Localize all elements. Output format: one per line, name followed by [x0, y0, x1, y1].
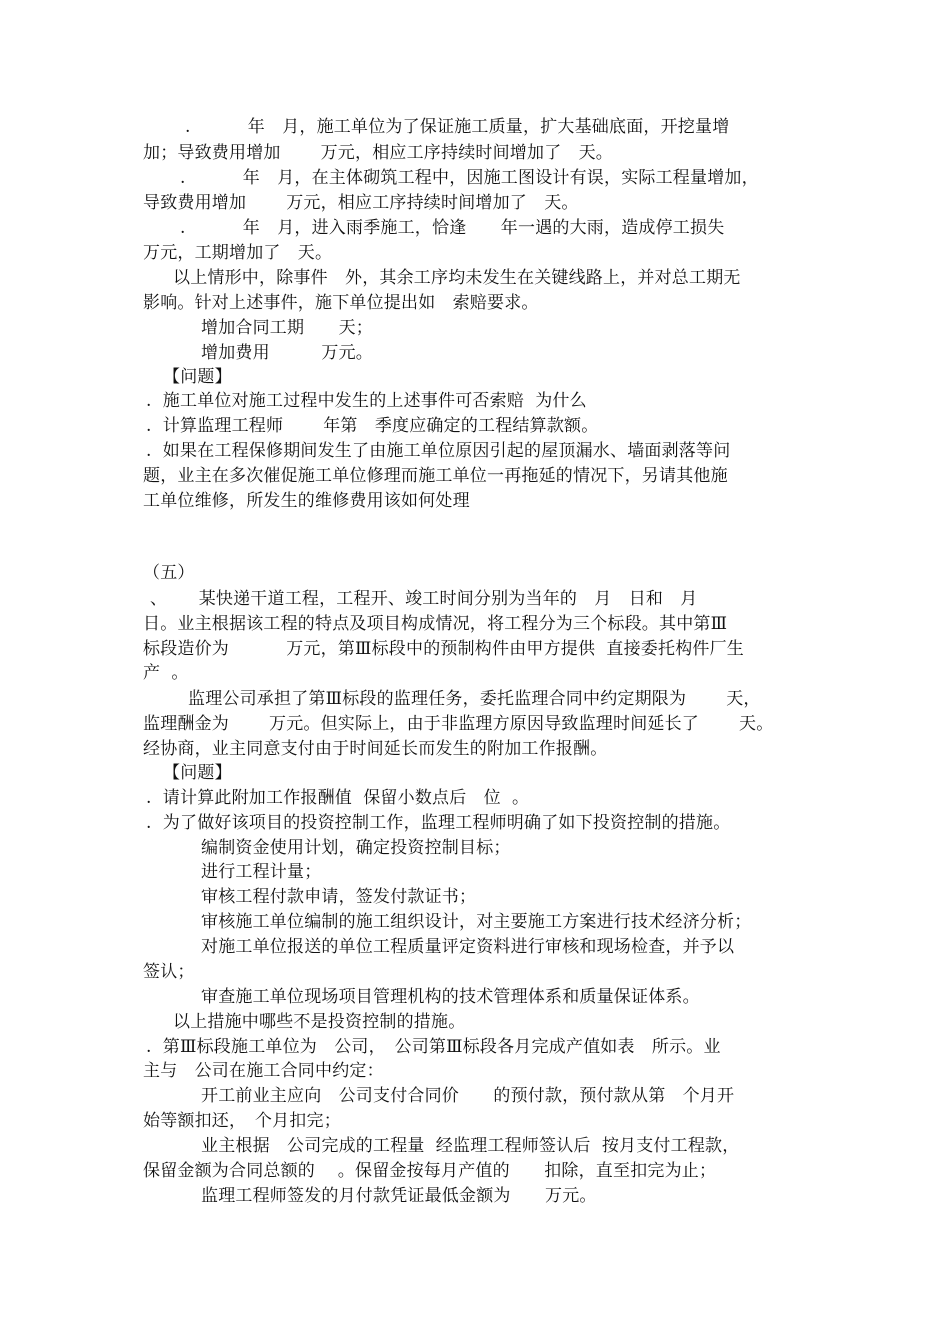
claim-item-1: 增加合同工期 天； — [201, 318, 373, 338]
question-3-line-3: 工单位维修，所发生的维修费用该如何处理 — [143, 491, 470, 511]
section-five-question-3-line-2: 主与 公司在施工合同中约定： — [143, 1061, 384, 1081]
supervision-line-2: 监理酬金为 万元。但实际上，由于非监理方原因导致监理时间延长了 天。 — [143, 714, 774, 734]
measure-item-2: 进行工程计量； — [201, 862, 322, 882]
intro-line-3: 标段造价为 万元，第Ⅲ标段中的预制构件由甲方提供 直接委托构件厂生 — [143, 639, 745, 659]
contract-term-1-line-2: 始等额扣还， 个月扣完； — [143, 1111, 341, 1131]
intro-line-2: 日。业主根据该工程的特点及项目构成情况，将工程分为三个标段。其中第Ⅲ — [143, 614, 728, 634]
section-heading: （五） — [143, 563, 195, 583]
contract-term-3: 监理工程师签发的月付款凭证最低金额为 万元。 — [201, 1186, 597, 1206]
contract-term-2-line-2: 保留金额为合同总额的 。保留金按每月产值的 扣除，直至扣完为止； — [143, 1161, 717, 1181]
event-b-line-1: . 年 月，施工单位为了保证施工质量，扩大基础底面，开挖量增 — [185, 117, 730, 137]
measure-item-1: 编制资金使用计划，确定投资控制目标； — [201, 838, 511, 858]
measure-item-5-line-2: 签认； — [143, 962, 195, 982]
event-d-line-1: . 年 月，进入雨季施工，恰逢 年一遇的大雨，造成停工损失 — [180, 218, 725, 238]
question-3-line-2: 题，业主在多次催促施工单位修理而施工单位一再拖延的情况下，另请其他施 — [143, 466, 728, 486]
section-five-question-3-line-1: . 第Ⅲ标段施工单位为 公司， 公司第Ⅲ标段各月完成产值如表 所示。业 — [146, 1037, 721, 1057]
measure-item-6: 审查施工单位现场项目管理机构的技术管理体系和质量保证体系。 — [201, 987, 700, 1007]
contract-term-1-line-1: 开工前业主应向 公司支付合同价 的预付款，预付款从第 个月开 — [201, 1086, 735, 1106]
summary-line-1: 以上情形中，除事件 外，其余工序均未发生在关键线路上，并对总工期无 — [173, 268, 741, 288]
questions-heading: 【问题】 — [163, 367, 232, 387]
supervision-line-3: 经协商，业主同意支付由于时间延长而发生的附加工作报酬。 — [143, 739, 608, 759]
measures-question: 以上措施中哪些不是投资控制的措施。 — [173, 1012, 466, 1032]
question-1: . 施工单位对施工过程中发生的上述事件可否索赔 为什么 — [146, 391, 587, 411]
question-3-line-1: . 如果在工程保修期间发生了由施工单位原因引起的屋顶漏水、墙面剥落等问 — [146, 441, 731, 461]
event-d-line-2: 万元，工期增加了 天。 — [143, 243, 333, 263]
summary-line-2: 影响。针对上述事件，施下单位提出如 索赔要求。 — [143, 293, 539, 313]
measure-item-4: 审核施工单位编制的施工组织设计，对主要施工方案进行技术经济分析； — [201, 912, 752, 932]
event-c-line-1: . 年 月，在主体砌筑工程中，因施工图设计有误，实际工程量增加， — [180, 168, 759, 188]
section-five-question-1: . 请计算此附加工作报酬值 保留小数点后 位 。 — [146, 788, 530, 808]
section-five-question-2: . 为了做好该项目的投资控制工作，监理工程师明确了如下投资控制的措施。 — [146, 813, 731, 833]
event-b-line-2: 加；导致费用增加 万元，相应工序持续时间增加了 天。 — [143, 143, 614, 163]
question-2: . 计算监理工程师 年第 季度应确定的工程结算款额。 — [146, 416, 599, 436]
intro-line-4: 产 。 — [143, 663, 189, 683]
measure-item-5-line-1: 对施工单位报送的单位工程质量评定资料进行审核和现场检查，并予以 — [201, 937, 735, 957]
contract-term-2-line-1: 业主根据 公司完成的工程量 经监理工程师签认后 按月支付工程款， — [201, 1136, 740, 1156]
measure-item-3: 审核工程付款申请，签发付款证书； — [201, 887, 477, 907]
intro-line-1: 、 某快递干道工程，工程开、竣工时间分别为当年的 月 日和 月 — [150, 589, 698, 609]
supervision-line-1: 监理公司承担了第Ⅲ标段的监理任务，委托监理合同中约定期限为 天， — [188, 689, 761, 709]
section-five-questions-heading: 【问题】 — [163, 763, 232, 783]
event-c-line-2: 导致费用增加 万元，相应工序持续时间增加了 天。 — [143, 193, 579, 213]
claim-item-2: 增加费用 万元。 — [201, 343, 373, 363]
